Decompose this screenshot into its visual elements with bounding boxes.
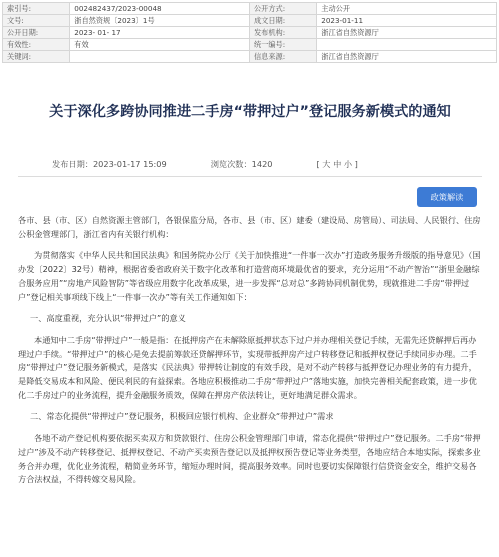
- meta-value: [317, 39, 497, 51]
- meta-value: 2023-01-11: [317, 15, 497, 27]
- meta-key: 公开方式:: [249, 3, 316, 15]
- meta-key: 统一编号:: [249, 39, 316, 51]
- meta-value: [70, 51, 250, 63]
- meta-key: 关键词:: [3, 51, 70, 63]
- paragraph: 本通知中二手房“带押过户”一般是指：在抵押房产在未解除原抵押状态下过户并办理相关登记手续，无需先还贷解押后再办理过户手续。“带押过户”的核心是免去提前筹款还贷解押环节，实现带抵押房产过户转移登记和抵押权登记手续同步办理。二手房“带押过户”登记服务新模式，是落实《民法典》带押转让制度的有效手段，是对不动产转移与抵押登记办理业务的有力提升，是降低交易成本和风险、便民利民的有益探索。各地应积极推动二手房“带押过户”落地实施，加快完善相关配套政策，进一步优化二手房过户的业务流程，提升金融服务质效，保障在押房产依法转让，更好地满足群众需求。: [18, 334, 477, 400]
- meta-value: 浙自然资规〔2023〕1号: [70, 15, 250, 27]
- publish-date: 发布日期：2023-01-17 15:09: [52, 159, 167, 169]
- meta-value: 主动公开: [317, 3, 497, 15]
- meta-key: 公开日期:: [3, 27, 70, 39]
- metadata-row: [3, 39, 497, 51]
- section-heading: 二、常态化提供“带押过户”登记服务，积极回应银行机构、企业群众“带押过户”需求: [30, 411, 334, 422]
- font-size-selector[interactable]: [ 大 中 小 ]: [316, 159, 358, 169]
- meta-value: 2023- 01- 17: [70, 27, 250, 39]
- meta-value: 002482437/2023-00048: [70, 3, 250, 15]
- meta-key: 发布机构:: [249, 27, 316, 39]
- paragraph: 各市、县（市、区）自然资源主管部门，各银保监分局，各市、县（市、区）建委（建设局、房管局）、司法局、人民银行、住房公积金管理部门，浙江省内有关银行机构：: [18, 215, 481, 239]
- meta-key: 文号:: [3, 15, 70, 27]
- paragraph: 为贯彻落实《中华人民共和国民法典》和国务院办公厅《关于加快推进“一件事一次办”打造政务服务升级版的指导意见》（国办发〔2022〕32号）精神，根据省委省政府关于数字化改革和打造营商环境最优省的要求，充分运用“不动产智治”“浙里金融综合服务应用”“房地产风险智防”等省级应用数字化改革成果，进一步发挥“总对总”多跨协同机制优势，现就推进二手房“带押过户”登记相关事项线下线上“一件事一次办”等有关工作通知如下：: [18, 250, 481, 302]
- metadata-row: [3, 51, 497, 63]
- paragraph: 各地不动产登记机构要依据买卖双方和贷款银行、住房公积金管理部门申请，常态化提供“带押过户”登记服务。二手房“带押过户”涉及不动产转移登记、抵押权登记、不动产买卖预告登记以及抵押权预告登记等业务类型，各地应结合本地实际，探索多业务合并办理，优化业务流程，精简业务环节，缩短办理时间，提高服务效率。同时也要切实保障银行信贷资金安全，维护交易各方合法权益，不得转嫁交易风险。: [18, 433, 481, 485]
- meta-value: 浙江省自然资源厅: [317, 27, 497, 39]
- meta-key: 有效性:: [3, 39, 70, 51]
- meta-value: 浙江省自然资源厅: [317, 51, 497, 63]
- view-count: 浏览次数：1420: [210, 159, 273, 169]
- section-heading: 一、高度重视，充分认识“带押过户”的意义: [30, 313, 186, 324]
- metadata-table: [2, 2, 497, 63]
- article-info: [52, 159, 452, 170]
- article-body: [18, 214, 482, 487]
- meta-key: 索引号:: [3, 3, 70, 15]
- metadata-row: [3, 15, 497, 27]
- metadata-row: [3, 27, 497, 39]
- divider: [18, 176, 482, 177]
- metadata-row: [3, 3, 497, 15]
- meta-key: 信息来源:: [249, 51, 316, 63]
- policy-interpretation-button[interactable]: 政策解读: [417, 187, 477, 207]
- meta-value: 有效: [70, 39, 250, 51]
- meta-key: 成文日期:: [249, 15, 316, 27]
- page-title: 关于深化多跨协同推进二手房“带押过户”登记服务新模式的通知: [49, 104, 451, 120]
